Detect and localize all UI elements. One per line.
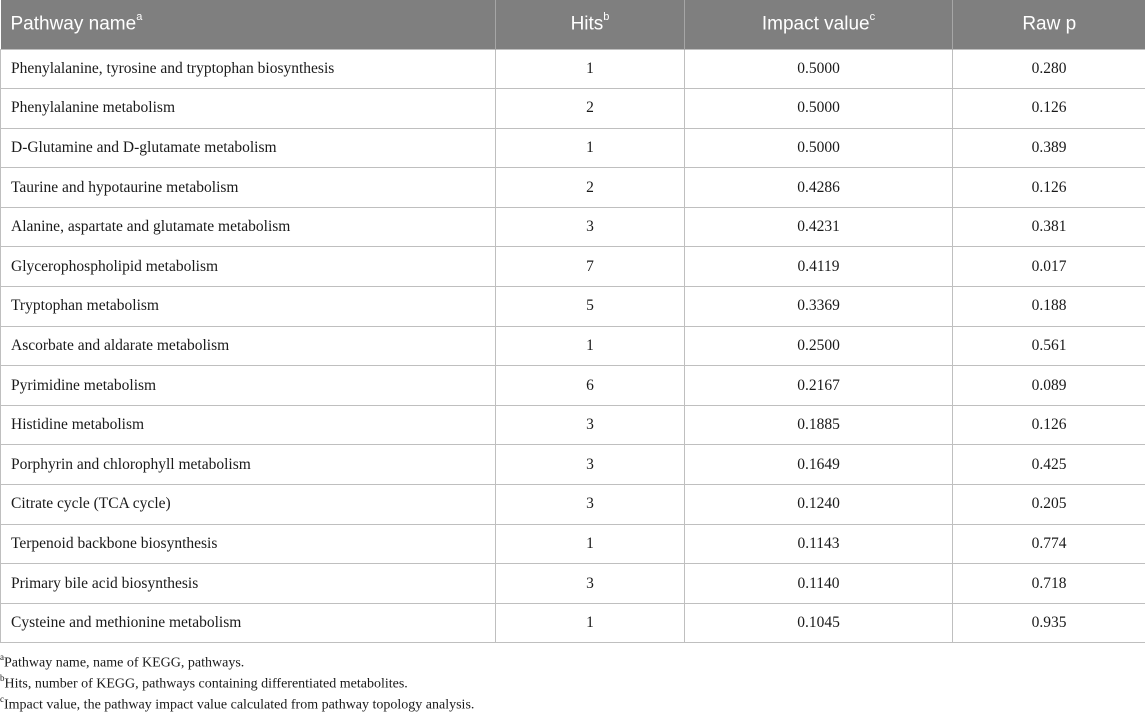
cell-impact-value: 0.2167: [685, 366, 953, 406]
cell-raw-p: 0.389: [953, 128, 1145, 168]
cell-pathway-name: Tryptophan metabolism: [1, 287, 496, 327]
footnote: $^b$Hits, number of KEGG, pathways containing differentiated metabolites.: [0, 669, 1145, 690]
cell-hits: 1: [496, 524, 685, 564]
cell-raw-p: 0.718: [953, 564, 1145, 604]
cell-impact-value: 0.1045: [685, 603, 953, 643]
cell-pathway-name: Phenylalanine, tyrosine and tryptophan biosynthesis: [1, 49, 496, 89]
cell-impact-value: 0.5000: [685, 49, 953, 89]
table-row: [1, 445, 1145, 485]
table-row: [1, 168, 1145, 208]
cell-raw-p: 0.280: [953, 49, 1145, 89]
cell-impact-value: 0.5000: [685, 89, 953, 129]
cell-hits: 7: [496, 247, 685, 287]
cell-impact-value: 0.1140: [685, 564, 953, 604]
cell-raw-p: 0.126: [953, 405, 1145, 445]
cell-impact-value: 0.4119: [685, 247, 953, 287]
table-row: [1, 485, 1145, 525]
cell-impact-value: 0.4286: [685, 168, 953, 208]
table-row: [1, 287, 1145, 327]
cell-impact-value: 0.1885: [685, 405, 953, 445]
cell-pathway-name: Ascorbate and aldarate metabolism: [1, 326, 496, 366]
cell-hits: 5: [496, 287, 685, 327]
cell-pathway-name: Citrate cycle (TCA cycle): [1, 485, 496, 525]
cell-hits: 3: [496, 405, 685, 445]
header-hits: Hits$^b$: [496, 0, 685, 49]
footnote: $^c$Impact value, the pathway impact value calculated from pathway topology analysis.: [0, 690, 1145, 711]
cell-raw-p: 0.381: [953, 207, 1145, 247]
cell-hits: 2: [496, 168, 685, 208]
table-row: [1, 366, 1145, 406]
cell-raw-p: 0.774: [953, 524, 1145, 564]
header-impact-value: Impact value$^c$: [685, 0, 953, 49]
table-row: [1, 207, 1145, 247]
cell-raw-p: 0.017: [953, 247, 1145, 287]
cell-impact-value: 0.1143: [685, 524, 953, 564]
cell-hits: 2: [496, 89, 685, 129]
table-row: [1, 49, 1145, 89]
cell-raw-p: 0.188: [953, 287, 1145, 327]
cell-pathway-name: Cysteine and methionine metabolism: [1, 603, 496, 643]
table-row: [1, 128, 1145, 168]
cell-pathway-name: Phenylalanine metabolism: [1, 89, 496, 129]
cell-pathway-name: Glycerophospholipid metabolism: [1, 247, 496, 287]
cell-impact-value: 0.1240: [685, 485, 953, 525]
table-footnotes: [0, 648, 1145, 711]
header-pathway-name: Pathway name$^a$: [1, 0, 496, 49]
cell-impact-value: 0.5000: [685, 128, 953, 168]
cell-pathway-name: Primary bile acid biosynthesis: [1, 564, 496, 604]
table-row: [1, 247, 1145, 287]
cell-impact-value: 0.4231: [685, 207, 953, 247]
table-row: [1, 524, 1145, 564]
cell-pathway-name: Porphyrin and chlorophyll metabolism: [1, 445, 496, 485]
cell-pathway-name: Pyrimidine metabolism: [1, 366, 496, 406]
cell-raw-p: 0.425: [953, 445, 1145, 485]
table-row: [1, 326, 1145, 366]
cell-impact-value: 0.2500: [685, 326, 953, 366]
cell-pathway-name: Taurine and hypotaurine metabolism: [1, 168, 496, 208]
cell-hits: 3: [496, 445, 685, 485]
footnote: $^a$Pathway name, name of KEGG, pathways.: [0, 648, 1145, 669]
cell-raw-p: 0.205: [953, 485, 1145, 525]
cell-impact-value: 0.1649: [685, 445, 953, 485]
cell-hits: 6: [496, 366, 685, 406]
table-row: [1, 89, 1145, 129]
cell-pathway-name: Histidine metabolism: [1, 405, 496, 445]
cell-hits: 3: [496, 207, 685, 247]
table-row: [1, 603, 1145, 643]
cell-raw-p: 0.126: [953, 89, 1145, 129]
table-row: [1, 564, 1145, 604]
cell-impact-value: 0.3369: [685, 287, 953, 327]
cell-raw-p: 0.126: [953, 168, 1145, 208]
cell-raw-p: 0.561: [953, 326, 1145, 366]
table-row: [1, 405, 1145, 445]
table-header-row: [1, 0, 1145, 49]
header-raw-p: Raw p: [953, 0, 1145, 49]
cell-raw-p: 0.089: [953, 366, 1145, 406]
cell-hits: 3: [496, 485, 685, 525]
table-body: [1, 49, 1145, 643]
cell-pathway-name: Terpenoid backbone biosynthesis: [1, 524, 496, 564]
cell-hits: 3: [496, 564, 685, 604]
cell-hits: 1: [496, 128, 685, 168]
cell-pathway-name: D-Glutamine and D-glutamate metabolism: [1, 128, 496, 168]
cell-raw-p: 0.935: [953, 603, 1145, 643]
cell-hits: 1: [496, 603, 685, 643]
cell-hits: 1: [496, 49, 685, 89]
cell-hits: 1: [496, 326, 685, 366]
cell-pathway-name: Alanine, aspartate and glutamate metabolism: [1, 207, 496, 247]
